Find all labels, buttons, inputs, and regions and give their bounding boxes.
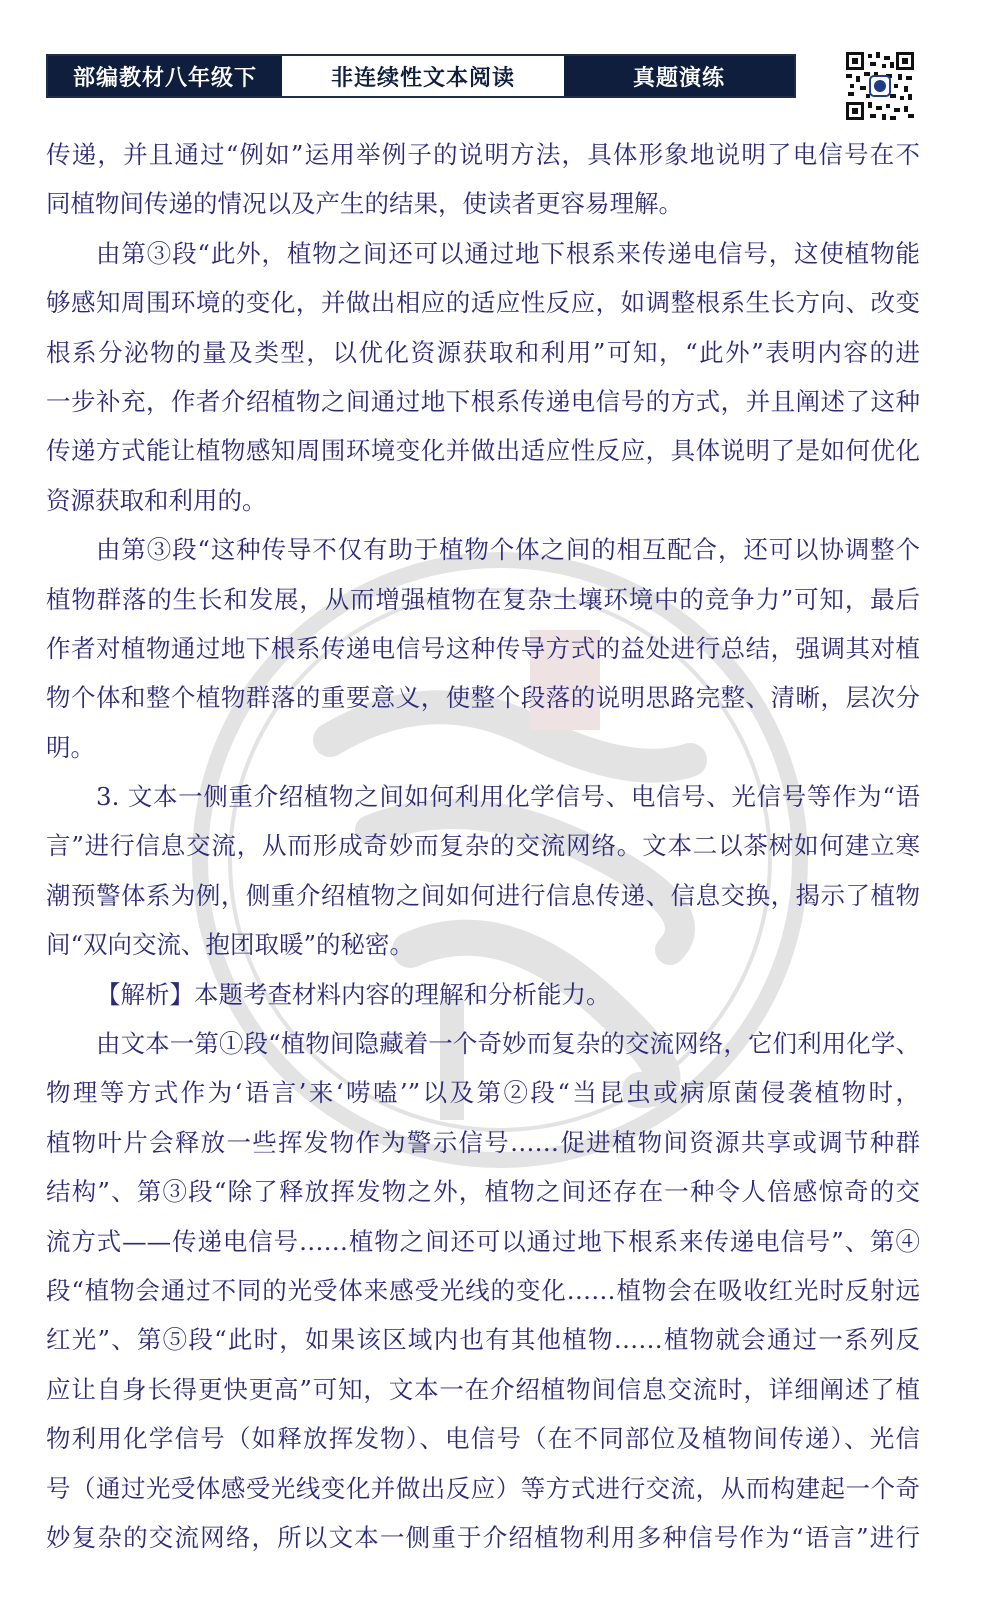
header-bar xyxy=(46,54,796,98)
text-line: 流方式——传递电信号……植物之间还可以通过地下根系来传递电信号”、第④ xyxy=(46,1226,920,1256)
text-line: 言”进行信息交流，从而形成奇妙而复杂的交流网络。文本二以茶树如何建立寒 xyxy=(46,831,920,861)
analysis-heading: 【解析】本题考查材料内容的理解和分析能力。 xyxy=(96,979,611,1009)
text-line: 妙复杂的交流网络，所以文本一侧重于介绍植物利用多种信号作为“语言”进行 xyxy=(46,1522,920,1552)
topic-label: 非连续性文本阅读 xyxy=(282,56,564,96)
text-line: 由第③段“此外，植物之间还可以通过地下根系来传递电信号，这使植物能 xyxy=(96,238,920,268)
text-line: 号（通过光受体感受光线变化并做出反应）等方式进行交流，从而构建起一个奇 xyxy=(46,1473,920,1503)
text-line: 3. 文本一侧重介绍植物之间如何利用化学信号、电信号、光信号等作为“语 xyxy=(96,782,920,812)
text-line: 段“植物会通过不同的光受体来感受光线的变化……植物会在吸收红光时反射远 xyxy=(46,1275,920,1305)
text-line: 物理等方式作为‘语言’来‘唠嗑’”以及第②段“当昆虫或病原菌侵袭植物时， xyxy=(46,1078,920,1108)
text-line: 够感知周围环境的变化，并做出相应的适应性反应，如调整根系生长方向、改变 xyxy=(46,288,920,318)
text-line: 明。 xyxy=(46,732,95,762)
text-line: 植物叶片会释放一些挥发物作为警示信号……促进植物间资源共享或调节种群 xyxy=(46,1127,920,1157)
text-line: 一步补充，作者介绍植物之间通过地下根系传递电信号的方式，并且阐述了这种 xyxy=(46,386,920,416)
article-body xyxy=(46,130,920,1562)
text-line: 间“双向交流、抱团取暖”的秘密。 xyxy=(46,930,415,960)
text-line: 植物群落的生长和发展，从而增强植物在复杂土壤环境中的竞争力”可知，最后 xyxy=(46,584,920,614)
text-line: 物利用化学信号（如释放挥发物）、电信号（在不同部位及植物间传递）、光信 xyxy=(46,1424,920,1454)
text-line: 由第③段“这种传导不仅有助于植物个体之间的相互配合，还可以协调整个 xyxy=(96,535,920,565)
text-line: 应让自身长得更快更高”可知，文本一在介绍植物间信息交流时，详细阐述了植 xyxy=(46,1374,920,1404)
text-line: 作者对植物通过地下根系传递电信号这种传导方式的益处进行总结，强调其对植 xyxy=(46,633,920,663)
text-line: 物个体和整个植物群落的重要意义，使整个段落的说明思路完整、清晰，层次分 xyxy=(46,683,920,713)
qr-code-icon xyxy=(846,52,914,120)
textbook-label: 部编教材八年级下 xyxy=(48,56,282,96)
text-line: 红光”、第⑤段“此时，如果该区域内也有其他植物……植物就会通过一系列反 xyxy=(46,1325,920,1355)
text-line: 资源获取和利用的。 xyxy=(46,485,267,515)
text-line: 传递，并且通过“例如”运用举例子的说明方法，具体形象地说明了电信号在不 xyxy=(46,140,920,169)
text-line: 潮预警体系为例，侧重介绍植物之间如何进行信息传递、信息交换，揭示了植物 xyxy=(46,880,920,910)
text-line: 传递方式能让植物感知周围环境变化并做出适应性反应，具体说明了是如何优化 xyxy=(46,436,920,466)
text-line: 由文本一第①段“植物间隐藏着一个奇妙而复杂的交流网络，它们利用化学、 xyxy=(96,1029,920,1059)
section-label: 真题演练 xyxy=(564,56,794,96)
text-line: 根系分泌物的量及类型，以优化资源获取和利用”可知，“此外”表明内容的进 xyxy=(46,337,920,367)
text-line: 同植物间传递的情况以及产生的结果，使读者更容易理解。 xyxy=(46,189,683,219)
text-line: 结构”、第③段“除了释放挥发物之外，植物之间还存在一种令人倍感惊奇的交 xyxy=(46,1177,920,1207)
